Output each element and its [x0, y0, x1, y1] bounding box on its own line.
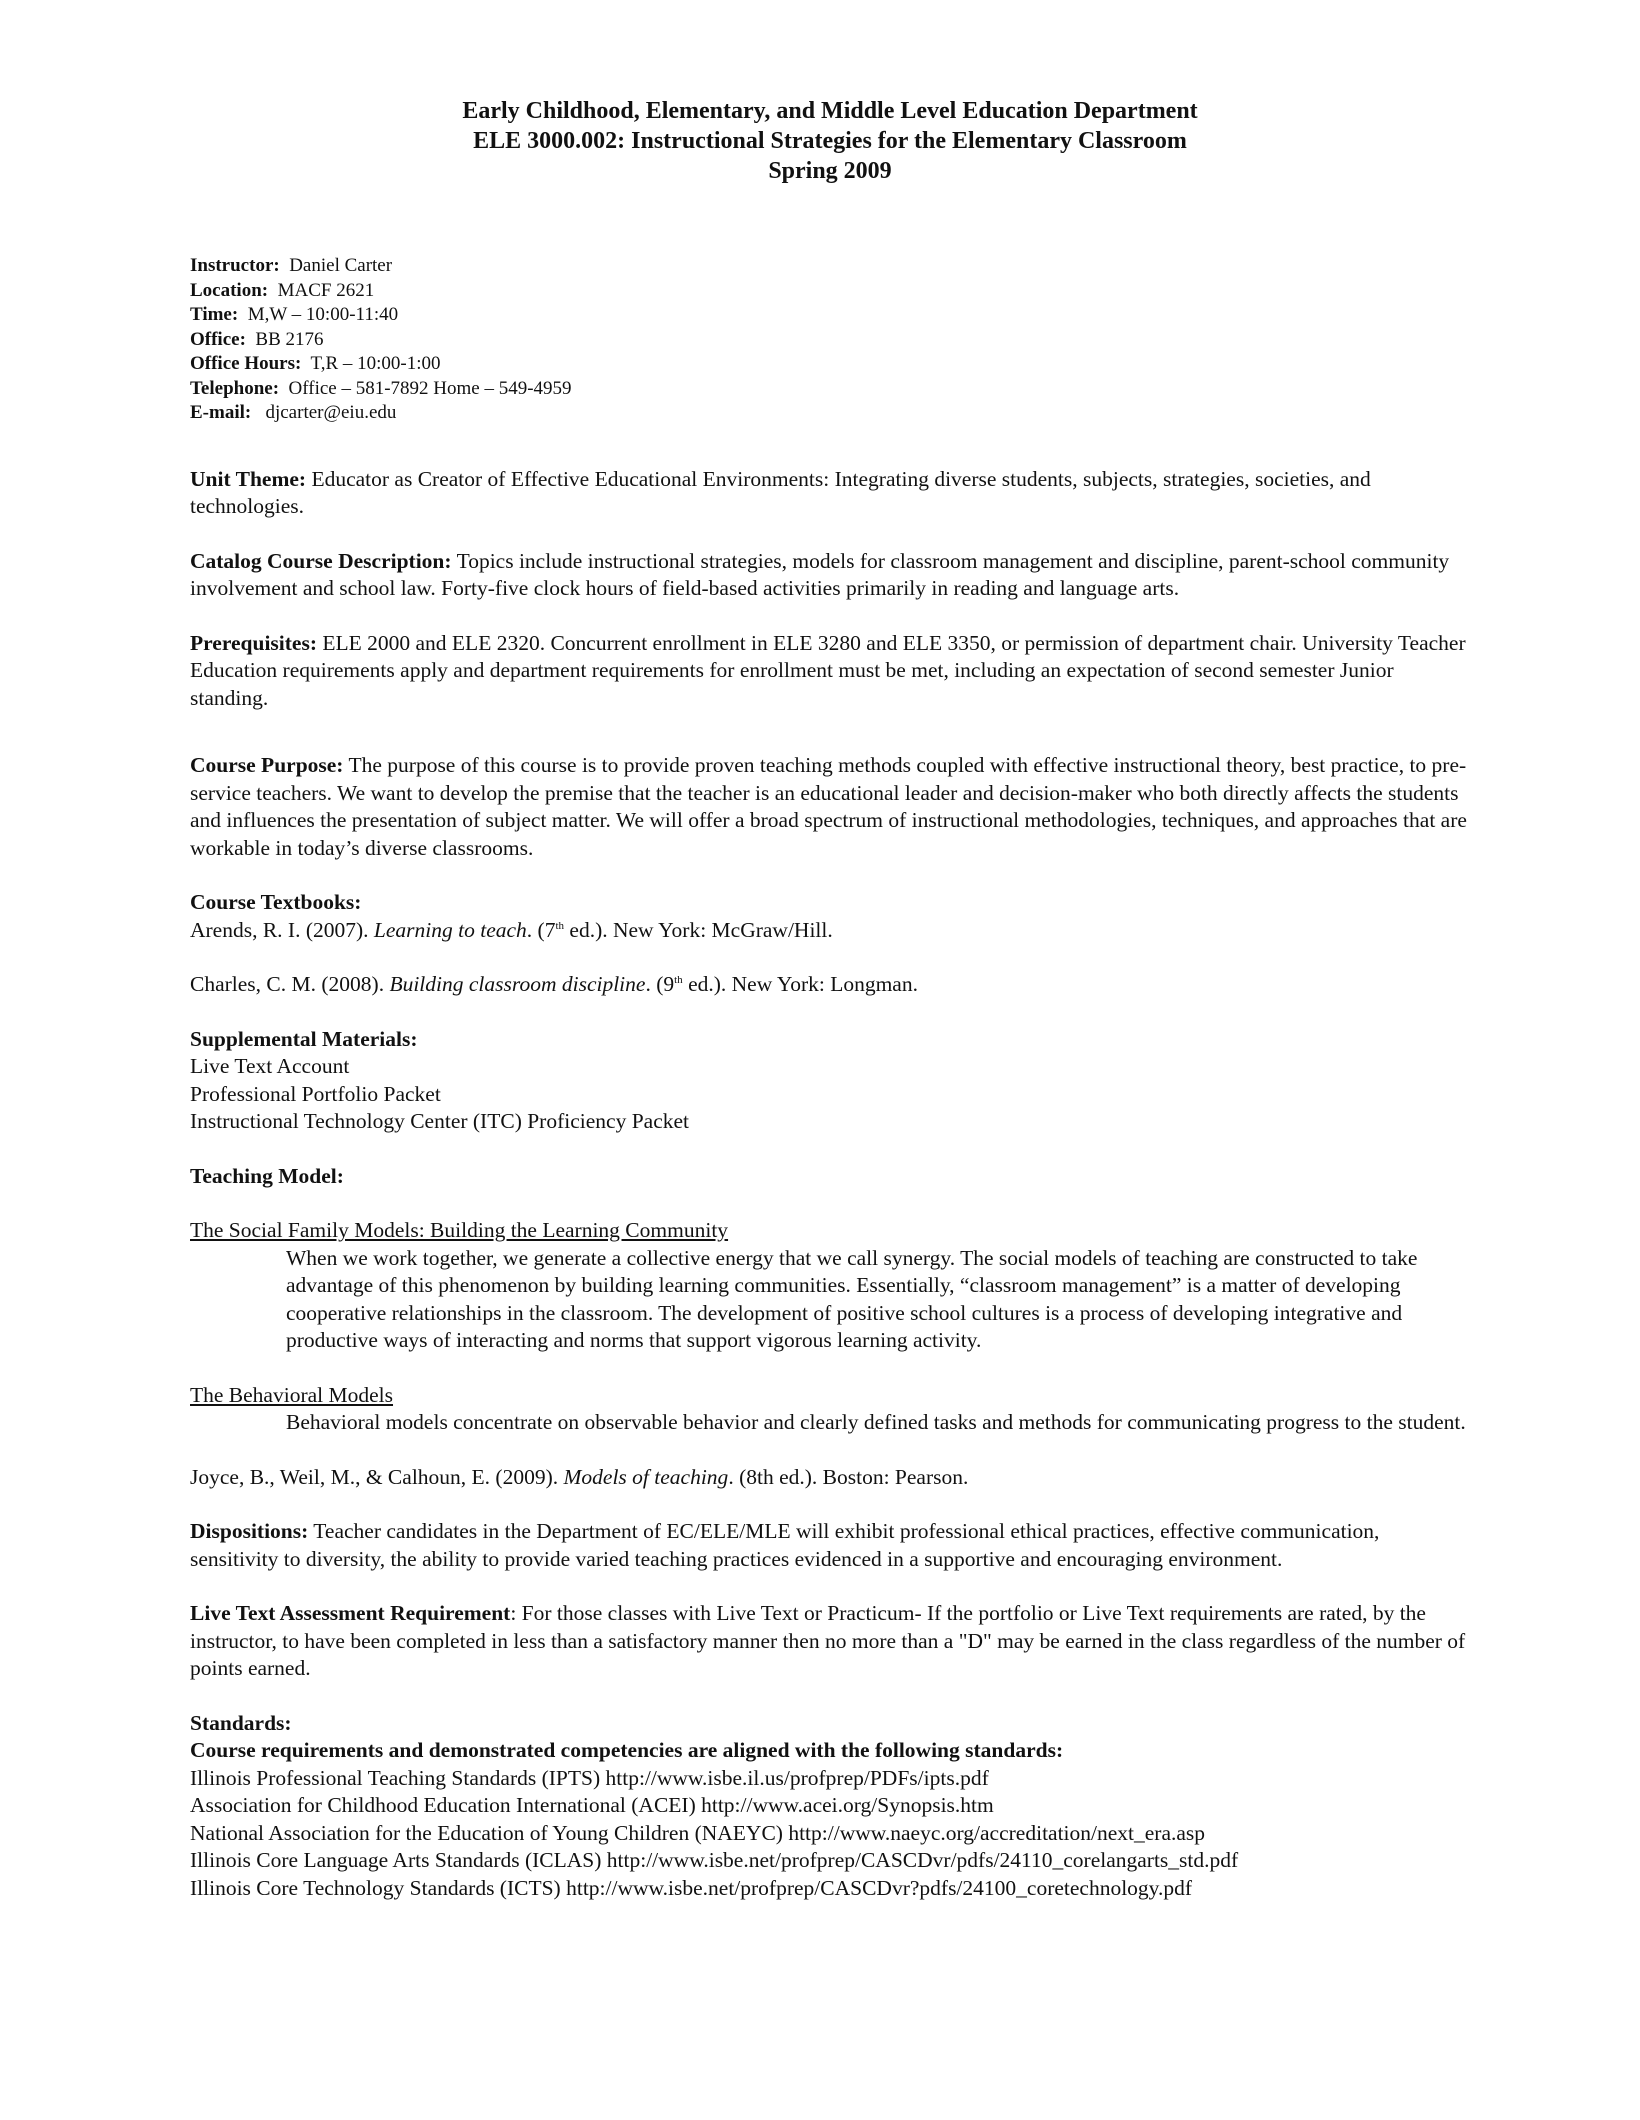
- purpose-label: Course Purpose:: [190, 753, 344, 777]
- prereq-label: Prerequisites:: [190, 630, 317, 655]
- course-textbooks: [190, 889, 1470, 999]
- info-row-telephone: [190, 377, 1470, 402]
- dispositions-label: Dispositions:: [190, 1519, 309, 1543]
- textbooks-label: Course Textbooks:: [190, 890, 362, 914]
- citation-edition: . (9: [645, 972, 675, 996]
- catalog-description: [190, 548, 1470, 603]
- purpose-text: The purpose of this course is to provide proven teaching methods coupled with effective instructional theory, best practice, to pre-service teachers. We want to develop the premise that the teacher is an educational leader and decision-maker who both directly affects the students and influences the presentation of subject matter. We will offer a broad spectrum of instructional methodologies, techniques, and approaches that are workable in today’s diverse classrooms.: [190, 753, 1467, 860]
- info-label: E-mail:: [190, 402, 252, 423]
- citation-authors: Charles, C. M. (2008).: [190, 972, 390, 996]
- supplemental-materials: [190, 1026, 1470, 1136]
- livetext-requirement: [190, 1600, 1470, 1683]
- citation-publisher: ed.). New York: Longman.: [682, 972, 918, 996]
- catalog-label: Catalog Course Description:: [190, 548, 452, 573]
- citation-ordinal: th: [674, 973, 683, 986]
- info-label: Office Hours:: [190, 353, 302, 374]
- livetext-label: Live Text Assessment Requirement: [190, 1601, 511, 1625]
- semester: Spring 2009: [768, 158, 892, 184]
- citation-title: Learning to teach: [373, 917, 527, 942]
- models-reference: [190, 1464, 1470, 1492]
- course-title: ELE 3000.002: Instructional Strategies for the Elementary Classroom: [473, 128, 1187, 154]
- bullet-placeholder-icon: [236, 1409, 286, 1437]
- info-value: BB 2176: [255, 328, 324, 350]
- standard-item[interactable]: Illinois Core Technology Standards (ICTS) http://www.isbe.net/profprep/CASCDvr?pdfs/24100_coretechnology.pdf: [190, 1875, 1193, 1900]
- unit-theme-label: Unit Theme:: [190, 466, 307, 491]
- teaching-model: [190, 1163, 1470, 1492]
- social-models-bullet: [190, 1245, 1470, 1355]
- standard-item[interactable]: Illinois Professional Teaching Standards (IPTS) http://www.isbe.il.us/profprep/PDFs/ipts.pdf: [190, 1765, 989, 1790]
- social-models-text: When we work together, we generate a collective energy that we call synergy. The social models of teaching are constructed to take advantage of this phenomenon by building learning communities. Essentially, “classroom management” is a matter of developing cooperative relationships in the classroom. The development of positive school cultures is a process of developing integrative and productive ways of interacting and norms that support vigorous learning activity.: [286, 1245, 1418, 1352]
- behavioral-models-text: Behavioral models concentrate on observable behavior and clearly defined tasks and methods for communicating progress to the student.: [286, 1410, 1466, 1434]
- citation-publisher: ed.). New York: McGraw/Hill.: [564, 917, 833, 942]
- citation-authors: Arends, R. I. (2007).: [190, 917, 374, 942]
- citation-publisher: . (8th ed.). Boston: Pearson.: [728, 1464, 969, 1489]
- info-value: MACF 2621: [277, 279, 375, 301]
- citation-authors: Joyce, B., Weil, M., & Calhoun, E. (2009).: [190, 1464, 564, 1489]
- standards-sublabel: Course requirements and demonstrated competencies are aligned with the following standards:: [190, 1738, 1064, 1762]
- standards: [190, 1710, 1470, 1903]
- bullet-placeholder-icon: [236, 1245, 286, 1355]
- info-row-location: [190, 279, 1470, 304]
- textbook-2: [190, 971, 1470, 999]
- supplemental-item: Live Text Account: [190, 1054, 350, 1078]
- supplemental-item: Instructional Technology Center (ITC) Proficiency Packet: [190, 1109, 690, 1133]
- info-row-email: [190, 401, 1470, 426]
- course-purpose: [190, 752, 1470, 862]
- supplemental-label: Supplemental Materials:: [190, 1026, 418, 1051]
- catalog-text: Topics include instructional strategies, models for classroom management and discipline, parent-school community involvement and school law. Forty-five clock hours of field-based activities primarily in reading and language arts.: [190, 548, 1450, 600]
- info-row-office-hours: [190, 352, 1470, 377]
- unit-theme-text: Educator as Creator of Effective Educational Environments: Integrating diverse students, subjects, strategies, societies, and technologies.: [190, 466, 1371, 518]
- info-label: Telephone:: [190, 377, 280, 399]
- info-value: M,W – 10:00-11:40: [247, 304, 399, 325]
- info-row-time: [190, 303, 1470, 328]
- behavioral-models-bullet: [190, 1409, 1470, 1437]
- dispositions: [190, 1518, 1470, 1573]
- citation-title: Models of teaching: [563, 1464, 729, 1489]
- info-row-instructor: [190, 254, 1470, 279]
- citation-edition: . (7: [526, 917, 556, 942]
- behavioral-models-heading: The Behavioral Models: [190, 1382, 394, 1407]
- info-label: Location:: [190, 279, 269, 301]
- unit-theme: [190, 466, 1470, 521]
- standard-item[interactable]: National Association for the Education of Young Children (NAEYC) http://www.naeyc.org/accreditation/next_era.asp: [190, 1820, 1206, 1845]
- dispositions-text: Teacher candidates in the Department of EC/ELE/MLE will exhibit professional ethical practices, effective communication, sensitivity to diversity, the ability to provide varied teaching practices evidenced in a supportive and encouraging environment.: [190, 1519, 1380, 1571]
- supplemental-item: Professional Portfolio Packet: [190, 1081, 441, 1106]
- standard-item[interactable]: Association for Childhood Education International (ACEI) http://www.acei.org/Synopsis.htm: [190, 1793, 994, 1817]
- info-value: Office – 581-7892 Home – 549-4959: [288, 377, 572, 399]
- teaching-model-label: Teaching Model:: [190, 1163, 344, 1188]
- email-link[interactable]: djcarter@eiu.edu: [265, 402, 397, 423]
- department-title: Early Childhood, Elementary, and Middle Level Education Department: [462, 98, 1198, 124]
- standards-label: Standards:: [190, 1710, 292, 1735]
- prerequisites: [190, 630, 1470, 713]
- citation-title: Building classroom discipline: [389, 972, 646, 996]
- textbook-1: [190, 917, 1470, 945]
- syllabus-page: [190, 96, 1470, 1902]
- info-value: T,R – 10:00-1:00: [310, 353, 441, 374]
- standard-item[interactable]: Illinois Core Language Arts Standards (ICLAS) http://www.isbe.net/profprep/CASCDvr/pdfs/24110_corelangarts_std.pdf: [190, 1848, 1239, 1872]
- document-header: [190, 96, 1470, 186]
- citation-ordinal: th: [555, 919, 565, 932]
- info-row-office: [190, 328, 1470, 353]
- prereq-text: ELE 2000 and ELE 2320. Concurrent enrollment in ELE 3280 and ELE 3350, or permission of department chair. University Teacher Education requirements apply and department requirements for enrollment must be met, including an expectation of second semester Junior standing.: [190, 630, 1466, 710]
- instructor-info: [190, 254, 1470, 426]
- livetext-text: : For those classes with Live Text or Practicum- If the portfolio or Live Text requirements are rated, by the instructor, to have been completed in less than a satisfactory manner then no more than a "D" may be earned in the class regardless of the number of points earned.: [190, 1601, 1466, 1680]
- info-label: Instructor:: [190, 255, 280, 276]
- info-label: Time:: [190, 304, 239, 325]
- info-value: Daniel Carter: [289, 255, 393, 276]
- social-models-heading: The Social Family Models: Building the Learning Community: [190, 1218, 729, 1242]
- info-label: Office:: [190, 328, 246, 350]
